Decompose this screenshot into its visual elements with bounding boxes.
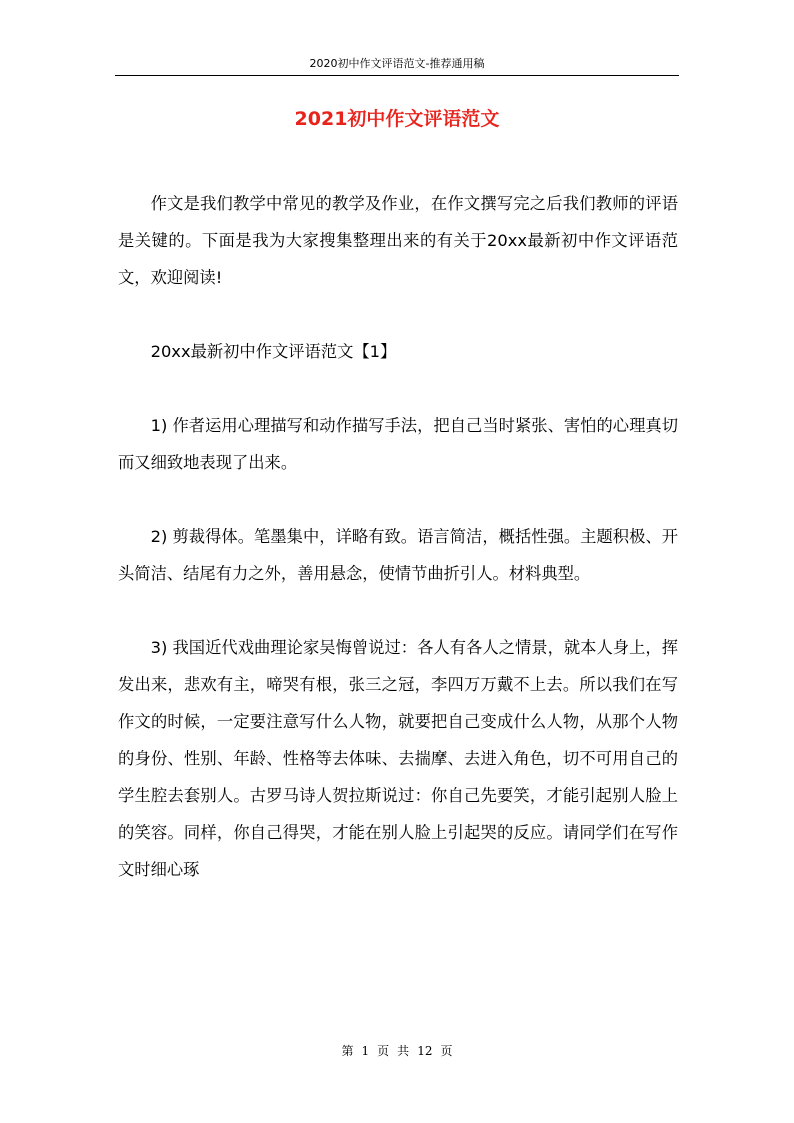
page-footer — [0, 1043, 794, 1059]
footer-total-pages: 12 — [417, 1044, 433, 1058]
header-divider — [115, 75, 679, 76]
page-header: 2020初中作文评语范文-推荐通用稿 — [309, 57, 485, 70]
footer-label-total: 共 — [397, 1044, 410, 1058]
paragraph-comment-1: 1) 作者运用心理描写和动作描写手法，把自己当时紧张、害怕的心理真切而又细致地表现了出来。 — [118, 416, 678, 472]
document-title: 2021初中作文评语范文 — [294, 108, 500, 130]
footer-label-unit: 页 — [377, 1044, 390, 1058]
footer-label-page: 第 — [341, 1044, 354, 1058]
document-body — [118, 185, 678, 925]
footer-current-page: 1 — [361, 1044, 370, 1058]
paragraph-intro: 作文是我们教学中常见的教学及作业，在作文撰写完之后我们教师的评语是关键的。下面是我为大家搜集整理出来的有关于20xx最新初中作文评语范文，欢迎阅读! — [118, 194, 678, 287]
paragraph-comment-3: 3) 我国近代戏曲理论家吴悔曾说过：各人有各人之情景，就本人身上，挥发出来，悲欢有主，啼哭有根，张三之冠，李四万万戴不上去。所以我们在写作文的时候，一定要注意写什么人物，就要把自己变成什么人物，从那个人物的身份、性别、年龄、性格等去体味、去揣摩、去进入角色，切不可用自己的学生腔去套别人。古罗马诗人贺拉斯说过：你自己先要笑，才能引起别人脸上的笑容。同样，你自己得哭，才能在别人脸上引起哭的反应。请同学们在写作文时细心琢 — [118, 638, 678, 879]
paragraph-comment-2: 2) 剪裁得体。笔墨集中，详略有致。语言简洁，概括性强。主题积极、开头简洁、结尾有力之外，善用悬念，使情节曲折引人。材料典型。 — [118, 527, 678, 583]
footer-label-unit2: 页 — [440, 1044, 453, 1058]
section-heading: 20xx最新初中作文评语范文【1】 — [150, 342, 397, 361]
